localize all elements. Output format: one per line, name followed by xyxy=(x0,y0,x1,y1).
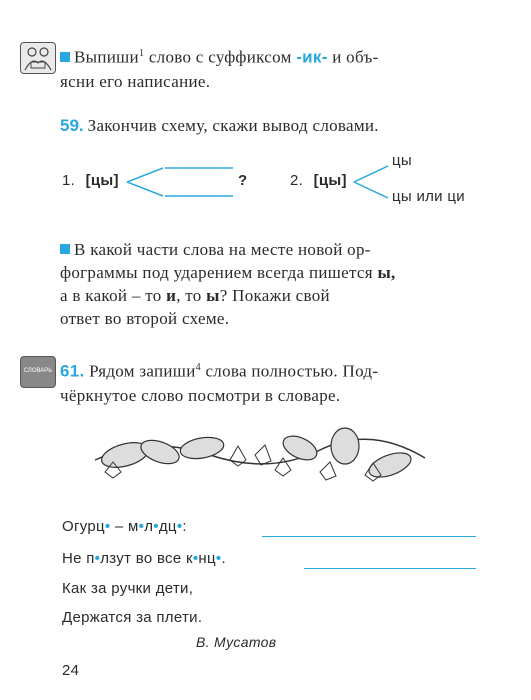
answer-line-2[interactable] xyxy=(304,568,476,569)
poem-line-3: Как за ручки дети, xyxy=(62,580,194,597)
scheme-2: 2. [цы] xyxy=(290,172,347,189)
dictionary-icon xyxy=(20,356,56,388)
poem-line-4: Держатся за плети. xyxy=(62,609,203,626)
answer-line-1[interactable] xyxy=(262,536,476,537)
poem-author: В. Мусатов xyxy=(196,634,277,650)
exercise-61-instruction: 61. Рядом запиши$^4$ слова полностью. Под- чёркнутое слово посмотри в словаре. xyxy=(60,361,379,405)
dictionary-label: СЛОВАРЬ xyxy=(23,368,53,374)
exercise-59-title: 59. Закончив схему, скажи вывод словами. xyxy=(60,116,379,135)
scheme-2-branches xyxy=(352,162,392,202)
scheme-2-bottom: цы или ци xyxy=(392,188,465,205)
exercise-59-question: В какой части слова на месте новой ор- фограммы под ударением всегда пишется ы, а в какой – то и, то ы? Покажи свой ответ во второй схеме. xyxy=(60,240,396,328)
cucumber-vine-illustration xyxy=(90,410,430,490)
poem-line-2: Не п•лзут во все к•нц•. xyxy=(62,550,226,567)
exercise-number: 61. xyxy=(60,361,85,381)
task-marker xyxy=(60,52,70,62)
scheme-2-top: цы xyxy=(392,152,412,169)
poem-line-1: Огурц• – м•л•дц•: xyxy=(62,518,187,535)
exercise-number: 59. xyxy=(60,116,84,135)
reading-children-icon xyxy=(20,42,56,74)
scheme-1-question: ? xyxy=(238,172,248,189)
scheme-1: 1. [цы] xyxy=(62,172,119,189)
page-number: 24 xyxy=(62,662,80,679)
task-marker xyxy=(60,244,70,254)
scheme-1-branches xyxy=(125,162,248,202)
exercise-58-instruction: Выпиши$^1$ слово с суффиксом -ик- и объ- ясни его написание. xyxy=(60,47,379,91)
